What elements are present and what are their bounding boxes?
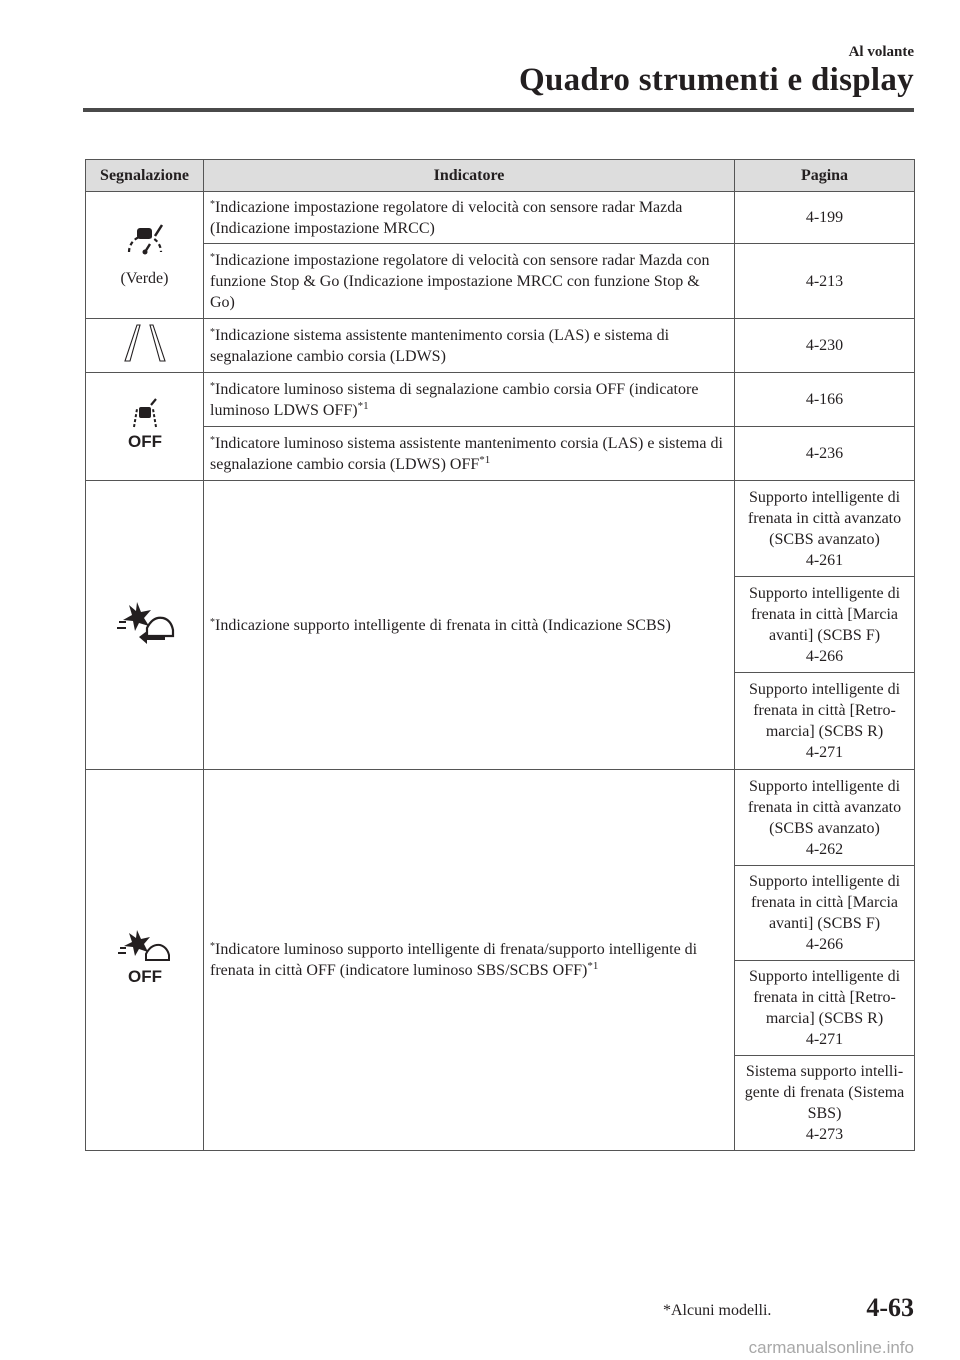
indicator-cell (204, 427, 735, 481)
watermark: carmanualsonline.info (748, 1338, 914, 1357)
indicator-cell (204, 770, 735, 1151)
page-cell (735, 866, 915, 961)
indicator-table (85, 159, 915, 1151)
asterisk: * (210, 198, 215, 210)
indicator-cell (204, 244, 735, 319)
page-cell (735, 770, 915, 866)
table-row (86, 192, 915, 244)
table-row (86, 481, 915, 577)
table-row (86, 244, 915, 319)
footnote-ref: *1 (479, 453, 491, 466)
table-row (86, 770, 915, 866)
mrcc-green-icon (123, 222, 167, 268)
indicator-cell (204, 481, 735, 770)
page-cell (735, 481, 915, 577)
page-title: Quadro strumenti e display (519, 62, 914, 98)
page-ref-number: 4-271 (805, 744, 844, 761)
page-ref-number: 4-266 (805, 647, 844, 665)
asterisk: * (210, 251, 215, 263)
page-ref-number: 4-266 (805, 936, 844, 953)
page-cell (735, 961, 915, 1056)
page-cell: 4-166 (735, 373, 915, 427)
icon-cell (86, 481, 204, 770)
page-cell (735, 577, 915, 673)
page-cell: 4-230 (735, 319, 915, 373)
page-ref-number: 4-261 (805, 551, 844, 569)
table-header-row (86, 160, 915, 192)
lane-lines-icon (113, 323, 177, 369)
column-header-indicatore: Indicatore (204, 160, 735, 192)
page-ref-text: Supporto intelligente di frenata in città [Marcia avanti] (SCBS F) (748, 873, 901, 932)
indicator-text: Indicazione supporto intelligente di frenata in città (Indicazione SCBS) (215, 616, 671, 634)
icon-cell (86, 373, 204, 481)
column-header-pagina: Pagina (735, 160, 915, 192)
asterisk: * (210, 616, 215, 628)
indicator-text: Indicazione impostazione regolatore di velocità con sensore radar Mazda con funzione Stop & Go (Indicazione impostazione MRCC con funzione Stop & Go) (210, 251, 710, 311)
indicator-text: Indicazione impostazione regolatore di velocità con sensore radar Mazda (Indicazione impostazione MRCC) (210, 198, 683, 237)
page-cell: 4-199 (735, 192, 915, 244)
scbs-icon (113, 598, 177, 652)
page-cell (735, 1056, 915, 1151)
indicator-cell (204, 192, 735, 244)
icon-label-verde: (Verde) (120, 269, 169, 287)
footnote-some-models: *Alcuni modelli. (663, 1302, 772, 1319)
asterisk: * (210, 326, 215, 338)
page-cell (735, 673, 915, 770)
table-row (86, 373, 915, 427)
indicator-text: Indicatore luminoso sistema di segnalazione cambio corsia OFF (indicatore luminoso LDWS OFF) (210, 380, 699, 419)
footnote-ref: *1 (357, 399, 369, 412)
page-number: 4-63 (866, 1293, 914, 1322)
page-ref-text: Supporto intelligente di frenata in città avanzato (SCBS avanzato) (747, 777, 902, 837)
indicator-text: Indicatore luminoso sistema assistente mantenimento corsia (LAS) e sistema di segnalazione cambio corsia (LDWS) OFF (210, 434, 723, 473)
indicator-text: Indicatore luminoso supporto intelligente di frenata/supporto intelligente di frenata in città OFF (indicatore luminoso SBS/SCBS OFF) (210, 941, 698, 979)
page-cell: 4-213 (735, 244, 915, 319)
page-ref-text: Supporto intelligente di frenata in città avanzato (SCBS avanzato) (747, 488, 902, 548)
sbs-scbs-off-icon (115, 928, 175, 992)
icon-cell (86, 770, 204, 1151)
asterisk: * (210, 380, 215, 392)
footnote-ref: *1 (587, 960, 599, 972)
table-row (86, 319, 915, 373)
page-ref-number: 4-262 (805, 840, 844, 858)
icon-cell (86, 192, 204, 319)
section-heading: Al volante (848, 44, 914, 60)
icon-cell (86, 319, 204, 373)
page-cell: 4-236 (735, 427, 915, 481)
table-row (86, 427, 915, 481)
asterisk: * (210, 434, 215, 446)
page-ref-text: Supporto intelligente di frenata in città [Retro-marcia] (SCBS R) (748, 968, 901, 1027)
off-text: OFF (127, 967, 162, 986)
page-ref-number: 4-273 (805, 1126, 844, 1143)
page-ref-text: Sistema supporto intelli-gente di frenata (Sistema SBS) (744, 1063, 905, 1122)
ldws-off-icon (122, 397, 168, 457)
indicator-cell (204, 373, 735, 427)
header-rule (83, 108, 914, 112)
page-ref-number: 4-271 (805, 1031, 844, 1048)
off-text: OFF (127, 431, 162, 451)
asterisk: * (210, 941, 215, 952)
indicator-cell (204, 319, 735, 373)
indicator-text: Indicazione sistema assistente mantenimento corsia (LAS) e sistema di segnalazione cambio corsia (LDWS) (210, 326, 670, 365)
column-header-segnalazione: Segnalazione (86, 160, 204, 192)
page-ref-text: Supporto intelligente di frenata in città [Marcia avanti] (SCBS F) (748, 584, 901, 644)
page-ref-text: Supporto intelligente di frenata in città [Retro-marcia] (SCBS R) (748, 681, 901, 740)
